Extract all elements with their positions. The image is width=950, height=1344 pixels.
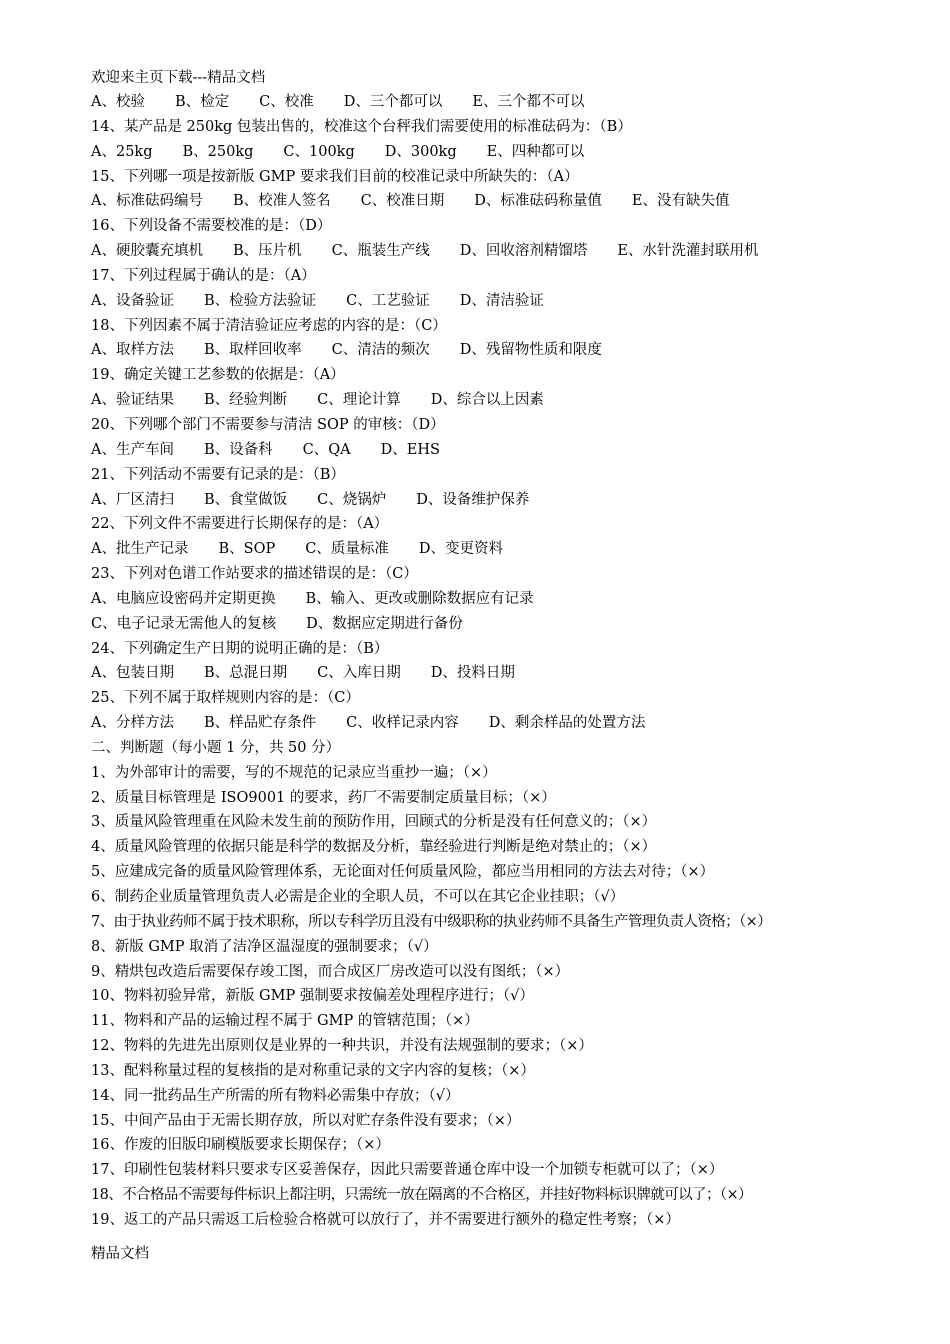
exam-content: [91, 90, 911, 1233]
answer-option: B、取样回收率: [203, 342, 302, 359]
answer-options: [91, 189, 911, 214]
question-line: 11、物料和产品的运输过程不属于 GMP 的管辖范围；（×）: [91, 1013, 479, 1030]
question-line: 10、物料初验异常，新版 GMP 强制要求按偏差处理程序进行；（√）: [91, 988, 534, 1005]
question-line: 5、应建成完备的质量风险管理体系，无论面对任何质量风险，都应当用相同的方法去对待；（×）: [91, 864, 715, 881]
question-line: 8、新版 GMP 取消了洁净区温湿度的强制要求；（√）: [91, 938, 438, 955]
answer-option: C、工艺验证: [346, 292, 430, 309]
answer-option: C、校准日期: [360, 193, 445, 210]
answer-option: E、四种都可以: [486, 143, 585, 160]
question-line: 3、质量风险管理重在风险未发生前的预防作用，回顾式的分析是没有任何意义的；（×）: [91, 814, 657, 831]
answer-option: B、样品贮存条件: [203, 715, 317, 732]
question-line: 16、下列设备不需要校准的是：（D）: [91, 218, 332, 235]
answer-option: A、校验: [91, 94, 145, 110]
answer-option: A、设备验证: [91, 292, 174, 309]
answer-options: [91, 612, 911, 637]
answer-option: D、投料日期: [430, 665, 515, 682]
answer-option: B、输入、更改或删除数据应有记录: [305, 590, 534, 607]
question-line: 16、作废的旧版印刷模版要求长期保存；（×）: [91, 1137, 390, 1154]
answer-option: D、清洁验证: [459, 292, 544, 309]
answer-option: D、设备维护保养: [416, 491, 530, 508]
answer-option: D、剩余样品的处置方法: [488, 715, 646, 732]
question-line: 23、下列对色谱工作站要求的描述错误的是：（C）: [91, 566, 418, 583]
answer-option: A、验证结果: [91, 392, 174, 409]
answer-option: C、电子记录无需他人的复核: [91, 615, 277, 632]
answer-option: E、水针洗灌封联用机: [617, 243, 759, 260]
answer-option: E、没有缺失值: [631, 193, 730, 210]
answer-option: D、综合以上因素: [430, 392, 544, 409]
answer-option: C、100kg: [283, 143, 355, 160]
question-line: 25、下列不属于取样规则内容的是：（C）: [91, 690, 360, 707]
answer-option: B、SOP: [218, 541, 276, 558]
answer-option: B、压片机: [232, 243, 302, 260]
answer-options: [91, 140, 911, 165]
question-line: 24、下列确定生产日期的说明正确的是：（B）: [91, 640, 389, 657]
question-line: 18、下列因素不属于清洁验证应考虑的内容的是：（C）: [91, 317, 447, 334]
page-footer: 精品文档: [91, 1246, 149, 1262]
answer-options: [91, 438, 911, 463]
question-line: 18、不合格品不需要每件标识上都注明，只需统一放在隔离的不合格区，并挂好物料标识牌就可以了；（×）: [91, 1187, 752, 1204]
answer-options: [91, 388, 911, 413]
question-line: 17、下列过程属于确认的是：（A）: [91, 267, 316, 284]
question-line: 22、下列文件不需要进行长期保存的是：（A）: [91, 516, 389, 533]
question-line: 15、下列哪一项是按新版 GMP 要求我们目前的校准记录中所缺失的：（A）: [91, 168, 579, 185]
question-line: 13、配料称量过程的复核指的是对称重记录的文字内容的复核；（×）: [91, 1062, 535, 1079]
question-line: 9、精烘包改造后需要保存竣工图，而合成区厂房改造可以没有图纸；（×）: [91, 963, 570, 980]
answer-option: A、生产车间: [91, 441, 174, 458]
answer-option: B、250kg: [182, 143, 254, 160]
page-header: 欢迎来主页下载---精品文档: [91, 70, 266, 86]
answer-option: C、收样记录内容: [346, 715, 459, 732]
answer-option: C、质量标准: [305, 541, 389, 558]
answer-option: D、标准砝码称量值: [474, 193, 602, 210]
answer-option: D、300kg: [384, 143, 457, 160]
answer-option: E、三个都不可以: [472, 94, 585, 110]
answer-option: C、清洁的频次: [331, 342, 430, 359]
question-line: 21、下列活动不需要有记录的是：（B）: [91, 466, 345, 483]
answer-option: D、三个都可以: [343, 94, 443, 110]
answer-option: B、设备科: [203, 441, 273, 458]
answer-option: A、标准砝码编号: [91, 193, 203, 210]
question-line: 12、物料的先进先出原则仅是业界的一种共识，并没有法规强制的要求；（×）: [91, 1038, 593, 1055]
answer-option: A、包装日期: [91, 665, 174, 682]
answer-option: C、入库日期: [317, 665, 401, 682]
question-line: 19、返工的产品只需返工后检验合格就可以放行了，并不需要进行额外的稳定性考察；（×）: [91, 1211, 680, 1228]
answer-option: B、总混日期: [203, 665, 288, 682]
answer-option: C、瓶装生产线: [331, 243, 430, 260]
question-line: 15、中间产品由于无需长期存放，所以对贮存条件没有要求；（×）: [91, 1112, 521, 1129]
answer-option: A、分样方法: [91, 715, 174, 732]
answer-option: A、厂区清扫: [91, 491, 174, 508]
answer-option: A、硬胶囊充填机: [91, 243, 203, 260]
question-line: 4、质量风险管理的依据只能是科学的数据及分析，靠经验进行判断是绝对禁止的；（×）: [91, 839, 657, 856]
question-line: 20、下列哪个部门不需要参与清洁 SOP 的审核：（D）: [91, 416, 445, 433]
answer-option: A、25kg: [91, 143, 153, 160]
answer-option: B、校准人签名: [232, 193, 331, 210]
answer-option: A、取样方法: [91, 342, 174, 359]
question-line: 2、质量目标管理是 ISO9001 的要求，药厂不需要制定质量目标；（×）: [91, 789, 556, 806]
question-line: 17、印刷性包装材料只要求专区妥善保存，因此只需要普通仓库中设一个加锁专柜就可以了；（×）: [91, 1162, 724, 1179]
question-line: 19、确定关键工艺参数的依据是：（A）: [91, 367, 345, 384]
answer-option: D、数据应定期进行备份: [306, 615, 463, 632]
answer-option: B、检定: [174, 94, 230, 110]
question-line: 1、为外部审计的需要，写的不规范的记录应当重抄一遍；（×）: [91, 764, 497, 781]
answer-options: [91, 338, 911, 363]
answer-options: [91, 289, 911, 314]
answer-options: [91, 90, 911, 115]
answer-options: [91, 587, 911, 612]
answer-option: C、烧锅炉: [317, 491, 387, 508]
answer-options: [91, 488, 911, 513]
answer-option: C、QA: [302, 441, 351, 458]
question-line: 6、制药企业质量管理负责人必需是企业的全职人员，不可以在其它企业挂职；（√）: [91, 889, 625, 905]
answer-option: D、回收溶剂精馏塔: [459, 243, 588, 260]
answer-option: D、EHS: [380, 441, 440, 458]
question-line: 二、判断题（每小题 1 分，共 50 分）: [91, 739, 341, 756]
answer-option: B、检验方法验证: [203, 292, 317, 309]
answer-option: A、批生产记录: [91, 541, 189, 558]
answer-options: [91, 537, 911, 562]
answer-options: [91, 711, 911, 736]
answer-option: D、残留物性质和限度: [459, 342, 602, 359]
answer-option: B、经验判断: [203, 392, 288, 409]
answer-option: C、理论计算: [317, 392, 401, 409]
answer-option: C、校准: [259, 94, 314, 110]
question-line: 7、由于执业药师不属于技术职称，所以专科学历且没有中级职称的执业药师不具备生产管理负责人资格；（×）: [91, 913, 772, 930]
answer-option: D、变更资料: [418, 541, 503, 558]
answer-options: [91, 239, 911, 264]
question-line: 14、某产品是 250kg 包装出售的，校准这个台秤我们需要使用的标准砝码为：（B）: [91, 118, 632, 135]
answer-options: [91, 661, 911, 686]
answer-option: A、电脑应设密码并定期更换: [91, 590, 276, 607]
question-line: 14、同一批药品生产所需的所有物料必需集中存放；（√）: [91, 1087, 460, 1104]
answer-option: B、食堂做饭: [203, 491, 288, 508]
